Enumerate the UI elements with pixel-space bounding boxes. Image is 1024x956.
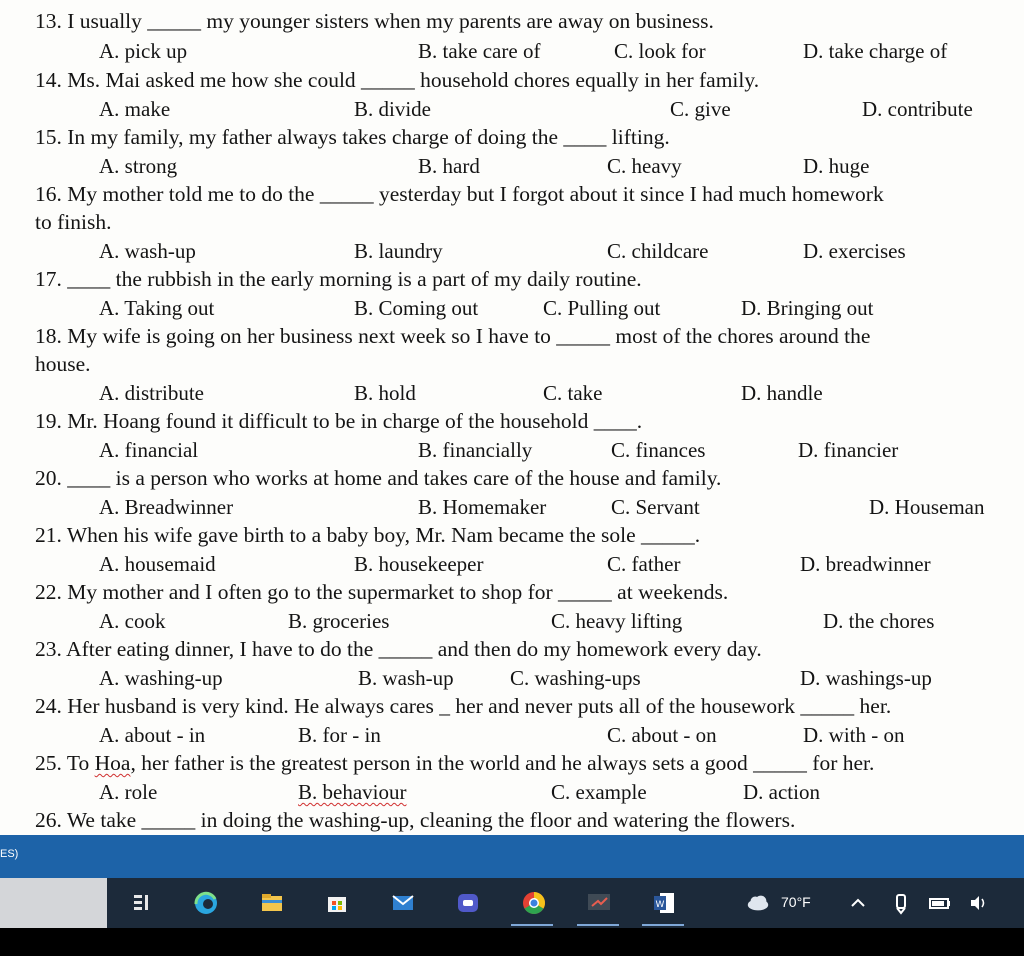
svg-text:W: W (655, 900, 665, 910)
taskbar (0, 878, 1024, 928)
option-18a: A. distribute (99, 381, 204, 405)
option-16a: A. wash-up (99, 239, 196, 263)
option-14a: A. make (99, 97, 171, 121)
option-14d: D. contribute (862, 97, 973, 121)
cloud-icon[interactable] (745, 890, 773, 916)
question-17: 17. ____ the rubbish in the early morning is a part of my daily routine. (35, 267, 642, 291)
option-16d: D. exercises (803, 239, 906, 263)
question-14: 14. Ms. Mai asked me how she could _____ household chores equally in her family. (35, 68, 760, 92)
question-23: 23. After eating dinner, I have to do the _____ and then do my homework every day. (35, 637, 762, 661)
option-17c: C. Pulling out (543, 296, 661, 320)
option-18b: B. hold (354, 381, 416, 405)
option-22d: D. the chores (823, 609, 935, 633)
question-25-rest: , her father is the greatest person in the world and he always sets a good _____ for her. (130, 751, 875, 775)
question-25 (35, 750, 874, 776)
option-25a: A. role (99, 780, 158, 804)
question-15: 15. In my family, my father always takes charge of doing the ____ lifting. (35, 125, 670, 149)
option-17d: D. Bringing out (741, 296, 874, 320)
mail-icon[interactable] (390, 890, 416, 916)
option-25c: C. example (551, 780, 647, 804)
option-15c: C. heavy (607, 154, 682, 178)
active-app-indicator (511, 924, 553, 926)
option-18c: C. take (543, 381, 603, 405)
chevron-up-icon[interactable] (845, 890, 865, 916)
option-19c: C. finances (611, 438, 706, 462)
chrome-icon[interactable] (521, 890, 547, 916)
option-24c: C. about - on (607, 723, 717, 747)
store-icon[interactable] (324, 890, 350, 916)
option-13c: C. look for (614, 39, 706, 63)
question-24: 24. Her husband is very kind. He always cares _ her and never puts all of the housework _____ her. (35, 694, 892, 718)
active-app-indicator (642, 924, 684, 926)
question-26: 26. We take _____ in doing the washing-up, cleaning the floor and watering the flowers. (35, 808, 796, 832)
option-25b: B. behaviour (298, 780, 407, 804)
question-18-continued: house. (35, 352, 91, 376)
question-20: 20. ____ is a person who works at home and takes care of the house and family. (35, 466, 722, 490)
teams-icon[interactable] (455, 890, 481, 916)
option-13b: B. take care of (418, 39, 541, 63)
question-22: 22. My mother and I often go to the supermarket to shop for _____ at weekends. (35, 580, 729, 604)
option-17b: B. Coming out (354, 296, 479, 320)
edge-browser-icon[interactable] (193, 890, 219, 916)
word-icon[interactable] (651, 890, 677, 916)
pen-icon[interactable] (888, 890, 910, 916)
option-25d: D. action (743, 780, 820, 804)
weather-temperature[interactable]: 70°F (781, 894, 811, 910)
option-23a: A. washing-up (99, 666, 223, 690)
option-18d: D. handle (741, 381, 823, 405)
search-box-area[interactable] (0, 878, 107, 928)
question-25-prefix: 25. To (35, 751, 95, 775)
question-19: 19. Mr. Hoang found it difficult to be in charge of the household ____. (35, 409, 643, 433)
question-13: 13. I usually _____ my younger sisters when my parents are away on business. (35, 9, 714, 33)
option-24b: B. for - in (298, 723, 381, 747)
option-23c: C. washing-ups (510, 666, 641, 690)
file-explorer-icon[interactable] (259, 890, 285, 916)
option-14c: C. give (670, 97, 731, 121)
option-20d: D. Houseman (869, 495, 985, 519)
speaker-icon[interactable] (966, 890, 990, 916)
status-bar (0, 835, 1024, 878)
option-24d: D. with - on (803, 723, 905, 747)
option-13d: D. take charge of (803, 39, 948, 63)
option-24a: A. about - in (99, 723, 206, 747)
option-16c: C. childcare (607, 239, 709, 263)
task-view-icon[interactable] (130, 890, 156, 916)
option-22b: B. groceries (288, 609, 390, 633)
option-15d: D. huge (803, 154, 870, 178)
spellcheck-word: Hoa (94, 751, 131, 775)
whiteboard-app-icon[interactable] (586, 890, 612, 916)
question-21: 21. When his wife gave birth to a baby boy, Mr. Nam became the sole _____. (35, 523, 701, 547)
option-13a: A. pick up (99, 39, 188, 63)
option-19d: D. financier (798, 438, 899, 462)
option-20c: C. Servant (611, 495, 700, 519)
active-app-indicator (577, 924, 619, 926)
option-20b: B. Homemaker (418, 495, 547, 519)
option-22a: A. cook (99, 609, 166, 633)
option-21d: D. breadwinner (800, 552, 931, 576)
question-16: 16. My mother told me to do the _____ yesterday but I forgot about it since I had much homework (35, 182, 884, 206)
option-15a: A. strong (99, 154, 178, 178)
option-21a: A. housemaid (99, 552, 216, 576)
option-14b: B. divide (354, 97, 431, 121)
option-23d: D. washings-up (800, 666, 932, 690)
option-23b: B. wash-up (358, 666, 454, 690)
option-19a: A. financial (99, 438, 199, 462)
battery-icon[interactable] (927, 890, 953, 916)
screen-bottom-edge (0, 928, 1024, 956)
option-17a: A. Taking out (99, 296, 215, 320)
question-16-continued: to finish. (35, 210, 112, 234)
option-16b: B. laundry (354, 239, 443, 263)
status-bar-text: ES) (0, 848, 19, 860)
option-21b: B. housekeeper (354, 552, 484, 576)
option-21c: C. father (607, 552, 681, 576)
option-22c: C. heavy lifting (551, 609, 683, 633)
question-18: 18. My wife is going on her business next week so I have to _____ most of the chores around the (35, 324, 871, 348)
option-15b: B. hard (418, 154, 480, 178)
option-20a: A. Breadwinner (99, 495, 234, 519)
option-19b: B. financially (418, 438, 533, 462)
